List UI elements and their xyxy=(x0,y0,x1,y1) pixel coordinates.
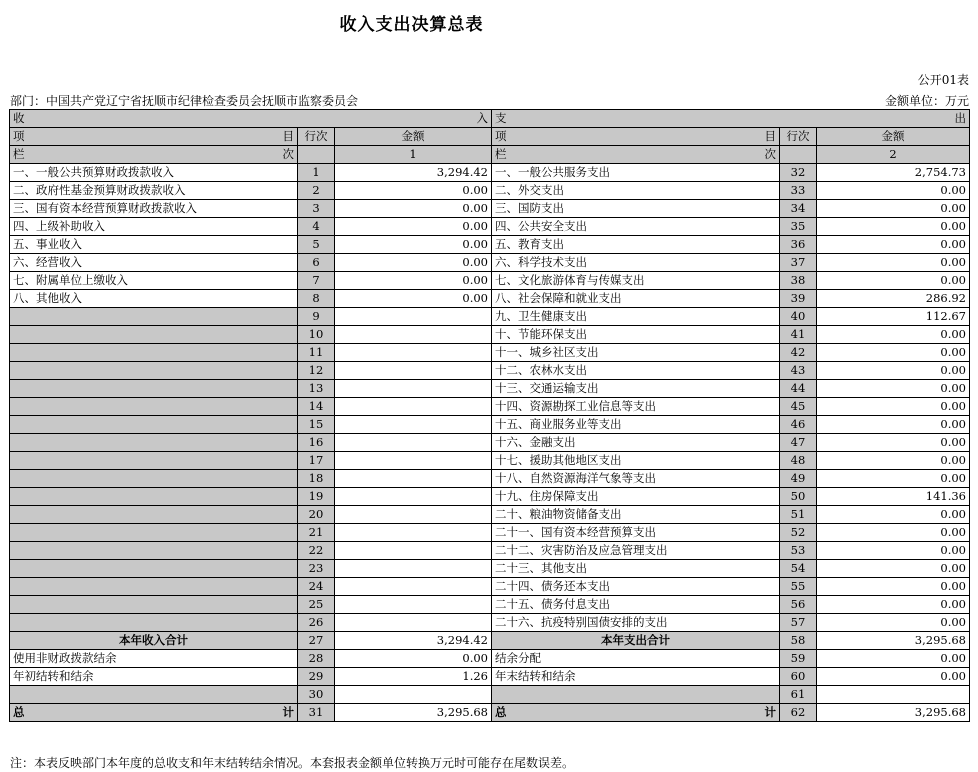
expense-item: 二十三、其他支出 xyxy=(492,560,780,578)
expense-item: 二、外交支出 xyxy=(492,182,780,200)
expense-item: 十九、住房保障支出 xyxy=(492,488,780,506)
table-row xyxy=(10,272,970,290)
income-item: 二、政府性基金预算财政拨款收入 xyxy=(10,182,298,200)
income-item xyxy=(10,488,298,506)
expense-row-no: 60 xyxy=(780,668,817,686)
expense-item: 年末结转和结余 xyxy=(492,668,780,686)
income-item: 七、附属单位上缴收入 xyxy=(10,272,298,290)
expense-row-no: 37 xyxy=(780,254,817,272)
income-amount xyxy=(335,308,492,326)
expense-row-no: 48 xyxy=(780,452,817,470)
expense-item: 二十、粮油物资储备支出 xyxy=(492,506,780,524)
expense-row-no: 35 xyxy=(780,218,817,236)
expense-row-no: 58 xyxy=(780,632,817,650)
expense-amount: 0.00 xyxy=(817,218,970,236)
income-col-blank xyxy=(298,146,335,164)
table-row xyxy=(10,200,970,218)
expense-row-no: 61 xyxy=(780,686,817,704)
income-item: 一、一般公共预算财政拨款收入 xyxy=(10,164,298,182)
income-item xyxy=(10,308,298,326)
expense-row-no: 45 xyxy=(780,398,817,416)
expense-item: 二十一、国有资本经营预算支出 xyxy=(492,524,780,542)
expense-row-no: 49 xyxy=(780,470,817,488)
table-row xyxy=(10,668,970,686)
expense-row-no: 40 xyxy=(780,308,817,326)
expense-amount: 286.92 xyxy=(817,290,970,308)
expense-item: 二十六、抗疫特别国债安排的支出 xyxy=(492,614,780,632)
income-amount: 0.00 xyxy=(335,650,492,668)
income-amount: 0.00 xyxy=(335,272,492,290)
income-amount xyxy=(335,524,492,542)
income-amount: 0.00 xyxy=(335,254,492,272)
table-row xyxy=(10,236,970,254)
expense-item: 七、文化旅游体育与传媒支出 xyxy=(492,272,780,290)
income-item xyxy=(10,362,298,380)
expense-amount: 0.00 xyxy=(817,380,970,398)
income-item: 四、上级补助收入 xyxy=(10,218,298,236)
expense-amount: 0.00 xyxy=(817,200,970,218)
page-title: 收入支出决算总表 xyxy=(339,15,484,35)
income-row-no: 30 xyxy=(298,686,335,704)
expense-item: 九、卫生健康支出 xyxy=(492,308,780,326)
table-row xyxy=(10,578,970,596)
income-amount: 0.00 xyxy=(335,236,492,254)
income-row-no: 2 xyxy=(298,182,335,200)
income-row-no: 8 xyxy=(298,290,335,308)
header-row-columns xyxy=(10,128,970,146)
income-amount xyxy=(335,326,492,344)
income-row-no: 12 xyxy=(298,362,335,380)
income-row-no: 6 xyxy=(298,254,335,272)
expense-row-no: 42 xyxy=(780,344,817,362)
income-row-no: 3 xyxy=(298,200,335,218)
expense-amount: 0.00 xyxy=(817,542,970,560)
income-row-no: 29 xyxy=(298,668,335,686)
income-row-no: 5 xyxy=(298,236,335,254)
income-amount xyxy=(335,488,492,506)
income-row-no: 14 xyxy=(298,398,335,416)
income-item xyxy=(10,506,298,524)
expense-amount: 0.00 xyxy=(817,434,970,452)
header-row-colnums xyxy=(10,146,970,164)
income-amount xyxy=(335,542,492,560)
income-row-no: 9 xyxy=(298,308,335,326)
expense-item: 八、社会保障和就业支出 xyxy=(492,290,780,308)
expense-row-no: 53 xyxy=(780,542,817,560)
expense-row-no: 33 xyxy=(780,182,817,200)
income-amount-header: 金额 xyxy=(335,128,492,146)
income-col-number: 1 xyxy=(335,146,492,164)
expense-item: 二十四、债务还本支出 xyxy=(492,578,780,596)
table-row xyxy=(10,434,970,452)
income-amount xyxy=(335,596,492,614)
income-item: 年初结转和结余 xyxy=(10,668,298,686)
expense-item: 十二、农林水支出 xyxy=(492,362,780,380)
income-amount xyxy=(335,344,492,362)
department-label: 部门：中国共产党辽宁省抚顺市纪律检查委员会抚顺市监察委员会 xyxy=(10,94,359,108)
subtotal-row xyxy=(10,632,970,650)
income-item xyxy=(10,452,298,470)
expense-amount: 0.00 xyxy=(817,398,970,416)
table-row xyxy=(10,506,970,524)
expense-item: 十五、商业服务业等支出 xyxy=(492,416,780,434)
expense-amount: 0.00 xyxy=(817,182,970,200)
income-row-no: 23 xyxy=(298,560,335,578)
expense-col-blank xyxy=(780,146,817,164)
expense-amount: 112.67 xyxy=(817,308,970,326)
expense-amount: 0.00 xyxy=(817,578,970,596)
income-row-no: 17 xyxy=(298,452,335,470)
table-row xyxy=(10,254,970,272)
income-amount xyxy=(335,578,492,596)
income-amount xyxy=(335,416,492,434)
income-amount xyxy=(335,506,492,524)
income-amount xyxy=(335,686,492,704)
expense-item: 十六、金融支出 xyxy=(492,434,780,452)
income-amount: 0.00 xyxy=(335,218,492,236)
expense-item: 十一、城乡社区支出 xyxy=(492,344,780,362)
expense-subtotal-label: 本年支出合计 xyxy=(492,632,780,650)
table-row xyxy=(10,488,970,506)
expense-amount: 0.00 xyxy=(817,272,970,290)
header-row-sections xyxy=(10,110,970,128)
income-subtotal-amount: 3,294.42 xyxy=(335,632,492,650)
expense-item: 十三、交通运输支出 xyxy=(492,380,780,398)
income-row-no: 1 xyxy=(298,164,335,182)
expense-amount: 0.00 xyxy=(817,344,970,362)
expense-amount: 0.00 xyxy=(817,254,970,272)
expense-row-no: 44 xyxy=(780,380,817,398)
income-col-label: 栏 次 xyxy=(10,146,298,164)
income-item xyxy=(10,470,298,488)
income-amount xyxy=(335,362,492,380)
table-row xyxy=(10,218,970,236)
expense-amount: 0.00 xyxy=(817,362,970,380)
income-row-no: 28 xyxy=(298,650,335,668)
income-amount xyxy=(335,380,492,398)
expense-row-no: 32 xyxy=(780,164,817,182)
income-amount: 0.00 xyxy=(335,182,492,200)
expense-row-no: 55 xyxy=(780,578,817,596)
expense-item: 十八、自然资源海洋气象等支出 xyxy=(492,470,780,488)
expense-row-no: 36 xyxy=(780,236,817,254)
income-item xyxy=(10,560,298,578)
income-item xyxy=(10,398,298,416)
income-amount: 1.26 xyxy=(335,668,492,686)
income-rowno-header: 行次 xyxy=(298,128,335,146)
expense-amount-header: 金额 xyxy=(817,128,970,146)
expense-row-no: 51 xyxy=(780,506,817,524)
expense-item: 一、一般公共服务支出 xyxy=(492,164,780,182)
table-row xyxy=(10,686,970,704)
income-item: 八、其他收入 xyxy=(10,290,298,308)
table-row xyxy=(10,470,970,488)
income-section-header: 收 入 xyxy=(10,110,492,128)
table-row xyxy=(10,560,970,578)
income-item xyxy=(10,542,298,560)
expense-col-label: 栏 次 xyxy=(492,146,780,164)
income-row-no: 26 xyxy=(298,614,335,632)
expense-row-no: 43 xyxy=(780,362,817,380)
expense-row-no: 59 xyxy=(780,650,817,668)
income-row-no: 20 xyxy=(298,506,335,524)
expense-item: 四、公共安全支出 xyxy=(492,218,780,236)
income-item: 六、经营收入 xyxy=(10,254,298,272)
amount-unit: 金额单位：万元 xyxy=(884,94,969,108)
income-row-no: 15 xyxy=(298,416,335,434)
table-row xyxy=(10,398,970,416)
expense-item: 十七、援助其他地区支出 xyxy=(492,452,780,470)
expense-row-no: 54 xyxy=(780,560,817,578)
income-item xyxy=(10,686,298,704)
income-item: 使用非财政拨款结余 xyxy=(10,650,298,668)
expense-amount xyxy=(817,686,970,704)
expense-row-no: 38 xyxy=(780,272,817,290)
table-row xyxy=(10,290,970,308)
expense-item: 三、国防支出 xyxy=(492,200,780,218)
table-row xyxy=(10,380,970,398)
expense-item xyxy=(492,686,780,704)
income-row-no: 4 xyxy=(298,218,335,236)
expense-item: 结余分配 xyxy=(492,650,780,668)
table-row xyxy=(10,308,970,326)
expense-row-no: 39 xyxy=(780,290,817,308)
expense-total-amount: 3,295.68 xyxy=(817,704,970,722)
table-row xyxy=(10,326,970,344)
table-row xyxy=(10,416,970,434)
income-total-amount: 3,295.68 xyxy=(335,704,492,722)
expense-amount: 0.00 xyxy=(817,596,970,614)
expense-item: 二十二、灾害防治及应急管理支出 xyxy=(492,542,780,560)
expense-amount: 0.00 xyxy=(817,560,970,578)
income-item xyxy=(10,578,298,596)
income-row-no: 18 xyxy=(298,470,335,488)
expense-amount: 0.00 xyxy=(817,650,970,668)
expense-amount: 0.00 xyxy=(817,470,970,488)
table-row xyxy=(10,524,970,542)
income-row-no: 24 xyxy=(298,578,335,596)
income-row-no: 10 xyxy=(298,326,335,344)
table-row xyxy=(10,650,970,668)
expense-row-no: 46 xyxy=(780,416,817,434)
income-row-no: 22 xyxy=(298,542,335,560)
income-row-no: 13 xyxy=(298,380,335,398)
income-row-no: 19 xyxy=(298,488,335,506)
table-row xyxy=(10,344,970,362)
income-row-no: 16 xyxy=(298,434,335,452)
income-row-no: 21 xyxy=(298,524,335,542)
income-item xyxy=(10,416,298,434)
income-item xyxy=(10,596,298,614)
expense-section-header: 支 出 xyxy=(492,110,970,128)
income-item xyxy=(10,344,298,362)
income-amount xyxy=(335,434,492,452)
expense-row-no: 62 xyxy=(780,704,817,722)
income-amount xyxy=(335,470,492,488)
income-item xyxy=(10,524,298,542)
income-amount xyxy=(335,614,492,632)
expense-amount: 0.00 xyxy=(817,416,970,434)
income-item xyxy=(10,326,298,344)
expense-row-no: 34 xyxy=(780,200,817,218)
income-amount: 0.00 xyxy=(335,200,492,218)
expense-item: 二十五、债务付息支出 xyxy=(492,596,780,614)
expense-amount: 0.00 xyxy=(817,326,970,344)
expense-item: 五、教育支出 xyxy=(492,236,780,254)
income-item: 三、国有资本经营预算财政拨款收入 xyxy=(10,200,298,218)
income-expense-table xyxy=(9,109,970,722)
income-row-no: 11 xyxy=(298,344,335,362)
expense-total-label: 总 计 xyxy=(492,704,780,722)
table-row xyxy=(10,614,970,632)
income-item xyxy=(10,380,298,398)
expense-item: 十四、资源勘探工业信息等支出 xyxy=(492,398,780,416)
income-amount: 3,294.42 xyxy=(335,164,492,182)
table-row xyxy=(10,182,970,200)
table-row xyxy=(10,362,970,380)
form-code: 公开01表 xyxy=(917,73,969,87)
income-item xyxy=(10,434,298,452)
expense-amount: 0.00 xyxy=(817,668,970,686)
income-amount xyxy=(335,398,492,416)
table-row xyxy=(10,452,970,470)
expense-row-no: 50 xyxy=(780,488,817,506)
income-item: 五、事业收入 xyxy=(10,236,298,254)
income-row-no: 7 xyxy=(298,272,335,290)
expense-item: 六、科学技术支出 xyxy=(492,254,780,272)
income-row-no: 31 xyxy=(298,704,335,722)
income-total-label: 总 计 xyxy=(10,704,298,722)
income-subtotal-label: 本年收入合计 xyxy=(10,632,298,650)
table-row xyxy=(10,164,970,182)
expense-row-no: 56 xyxy=(780,596,817,614)
footnote: 注：本表反映部门本年度的总收支和年末结转结余情况。本套报表金额单位转换万元时可能存在尾数误差。 xyxy=(10,756,575,770)
expense-rowno-header: 行次 xyxy=(780,128,817,146)
expense-row-no: 41 xyxy=(780,326,817,344)
expense-amount: 2,754.73 xyxy=(817,164,970,182)
expense-row-no: 47 xyxy=(780,434,817,452)
expense-amount: 141.36 xyxy=(817,488,970,506)
income-item xyxy=(10,614,298,632)
income-row-no: 27 xyxy=(298,632,335,650)
table-row xyxy=(10,542,970,560)
total-row xyxy=(10,704,970,722)
income-amount: 0.00 xyxy=(335,290,492,308)
expense-amount: 0.00 xyxy=(817,452,970,470)
expense-item-header: 项 目 xyxy=(492,128,780,146)
expense-row-no: 52 xyxy=(780,524,817,542)
table-row xyxy=(10,596,970,614)
expense-row-no: 57 xyxy=(780,614,817,632)
expense-item: 十、节能环保支出 xyxy=(492,326,780,344)
income-amount xyxy=(335,560,492,578)
expense-subtotal-amount: 3,295.68 xyxy=(817,632,970,650)
expense-amount: 0.00 xyxy=(817,506,970,524)
expense-amount: 0.00 xyxy=(817,614,970,632)
income-row-no: 25 xyxy=(298,596,335,614)
expense-col-number: 2 xyxy=(817,146,970,164)
income-item-header: 项 目 xyxy=(10,128,298,146)
income-amount xyxy=(335,452,492,470)
expense-amount: 0.00 xyxy=(817,236,970,254)
expense-amount: 0.00 xyxy=(817,524,970,542)
